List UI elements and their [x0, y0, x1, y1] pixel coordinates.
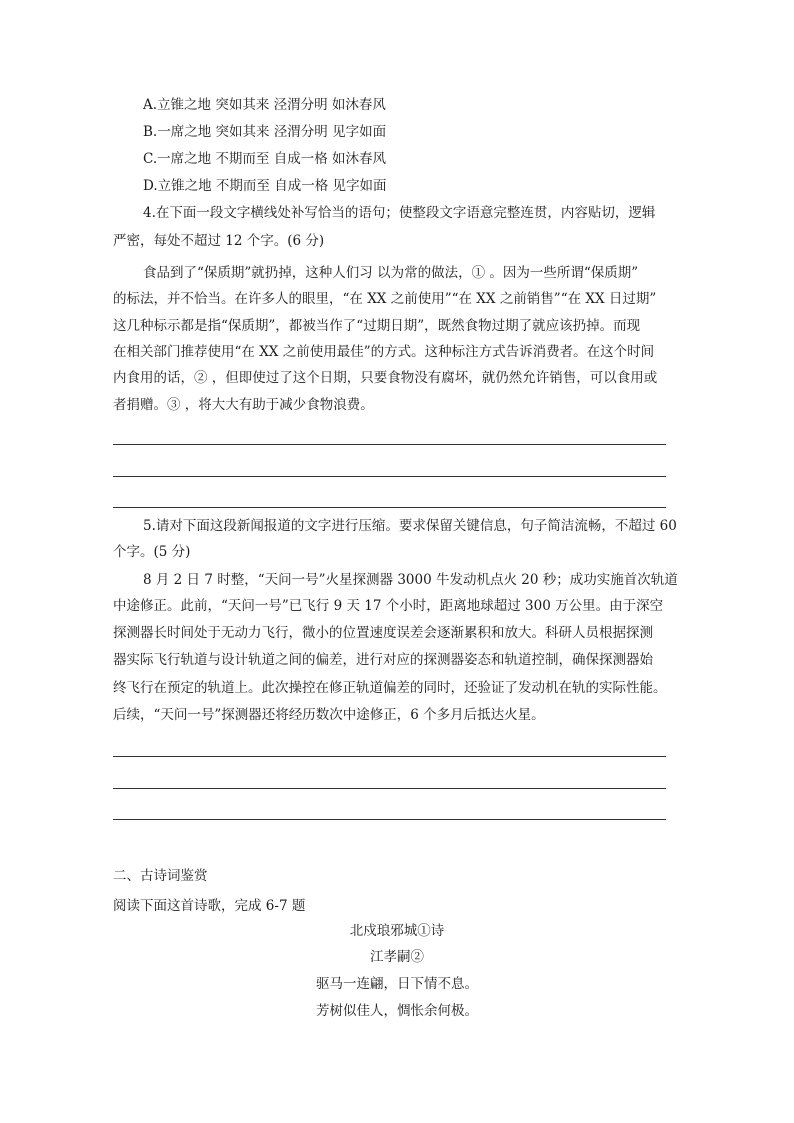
q5-answer-line[interactable]	[113, 756, 666, 757]
q4-prompt-line2: 严密，每处不超过 12 个字。(6 分)	[113, 233, 325, 249]
q4-passage-line: 在相关部门推荐使用“在 XX 之前使用最佳”的方式。这种标注方式告诉消费者。在这个时间	[113, 344, 655, 360]
q4-passage-line: 的标法，并不恰当。在许多人的眼里，“在 XX 之前使用”“在 XX 之前销售”“在 XX 日过期”	[113, 291, 657, 307]
poem-line: 芳树似佳人，惆怅余何极。	[316, 1003, 478, 1019]
option-a: A.立锥之地 突如其来 泾渭分明 如沐春风	[143, 97, 386, 113]
q5-passage-line: 终飞行在预定的轨道上。此次操控在修正轨道偏差的同时，还验证了发动机在轨的实际性能。	[113, 680, 667, 696]
q5-passage-line: 探测器长时间处于无动力飞行，微小的位置速度误差会逐渐累积和放大。科研人员根据探测	[113, 625, 653, 641]
poem-line: 驱马一连翩，日下情不息。	[316, 976, 478, 992]
poem-title: 北戍琅邪城①诗	[349, 923, 445, 939]
q5-prompt-line1: 5.请对下面这段新闻报道的文字进行压缩。要求保留关键信息，句子简洁流畅，不超过 60	[143, 518, 677, 534]
section-heading: 二、古诗词鉴赏	[113, 868, 208, 884]
q5-passage-line: 后续，“天问一号”探测器还将经历数次中途修正，6 个多月后抵达火星。	[113, 707, 545, 723]
option-b: B.一席之地 突如其来 泾渭分明 见字如面	[143, 124, 387, 140]
q5-passage-line: 中途修正。此前，“天问一号”已飞行 9 天 17 个小时，距离地球超过 300 万公里。由于深空	[113, 598, 664, 614]
option-c: C.一席之地 不期而至 自成一格 如沐春风	[143, 151, 387, 167]
q4-prompt-line1: 4.在下面一段文字横线处补写恰当的语句；使整段文字语意完整连贯，内容贴切，逻辑	[143, 205, 656, 221]
q5-passage-line: 8 月 2 日 7 时整，“天问一号”火星探测器 3000 牛发动机点火 20 秒；成功实施首次轨道	[143, 572, 678, 588]
q4-passage-line: 者捐赠。③ ，将大大有助于减少食物浪费。	[113, 397, 374, 413]
poem-author: 江孝嗣②	[370, 949, 424, 965]
q4-answer-line[interactable]	[113, 476, 666, 477]
q4-answer-line[interactable]	[113, 444, 666, 445]
q5-answer-line[interactable]	[113, 788, 666, 789]
section-instruction: 阅读下面这首诗歌，完成 6-7 题	[113, 898, 306, 914]
q4-answer-line[interactable]	[113, 507, 666, 508]
q4-passage-line: 这几种标示都是指“保质期”，都被当作了“过期日期”，既然食物过期了就应该扔掉。而现	[113, 318, 641, 334]
q5-prompt-line2: 个字。(5 分)	[113, 544, 191, 560]
q4-passage-line: 内食用的话，② ，但即使过了这个日期，只要食物没有腐坏，就仍然允许销售，可以食用或	[113, 370, 658, 386]
q5-answer-line[interactable]	[113, 819, 666, 820]
q5-passage-line: 器实际飞行轨道与设计轨道之间的偏差，进行对应的探测器姿态和轨道控制，确保探测器始	[113, 652, 653, 668]
option-d: D.立锥之地 不期而至 自成一格 见字如面	[143, 178, 387, 194]
q4-passage-line: 食品到了“保质期”就扔掉，这种人们习 以为常的做法，① 。因为一些所谓“保质期”	[143, 265, 639, 281]
